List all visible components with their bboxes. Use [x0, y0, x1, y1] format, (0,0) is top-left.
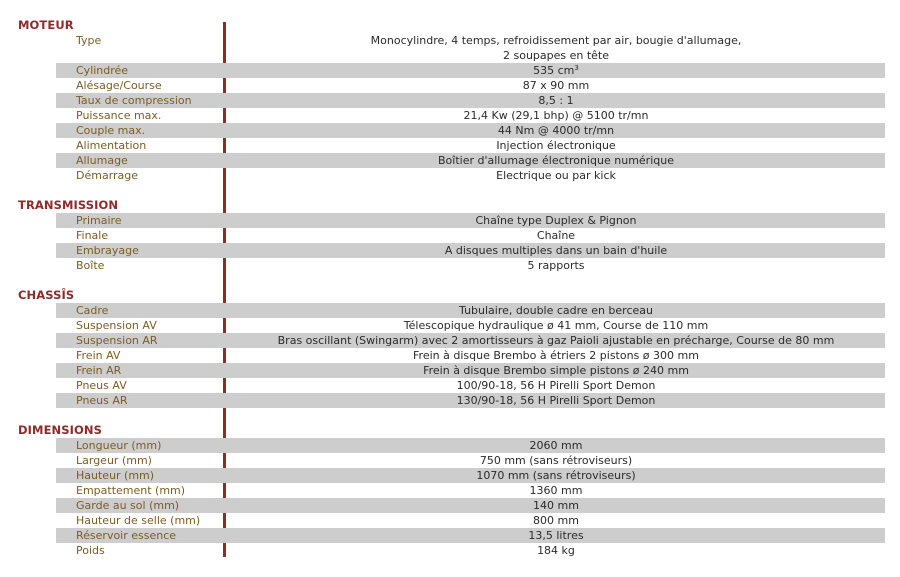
- spec-row: [56, 63, 885, 78]
- spec-label: Couple max.: [76, 124, 146, 137]
- spec-value-text: Chaîne type Duplex & Pignon: [475, 214, 637, 227]
- spec-value-text: 750 mm (sans rétroviseurs): [479, 454, 633, 467]
- spec-value: [226, 243, 886, 258]
- spec-value-text: 21,4 Kw (29,1 bhp) @ 5100 tr/mn: [463, 109, 649, 122]
- spec-value: [226, 528, 886, 543]
- spec-row: [56, 393, 885, 408]
- spec-value-text: Télescopique hydraulique ø 41 mm, Course de 110 mm: [403, 319, 709, 332]
- spec-label: Suspension AV: [76, 319, 157, 332]
- spec-value-text: 130/90-18, 56 H Pirelli Sport Demon: [456, 394, 656, 407]
- spec-label: Largeur (mm): [76, 454, 152, 467]
- spec-value-text: Boîtier d'allumage électronique numérique: [438, 154, 674, 167]
- spec-label: Cadre: [76, 304, 109, 317]
- spec-value: [226, 138, 886, 153]
- section-title-chassîs: CHASSÎS: [18, 288, 75, 302]
- spec-value-text: Frein à disque Brembo simple pistons ø 240 mm: [423, 364, 689, 377]
- spec-value: [226, 153, 886, 168]
- spec-row: [56, 543, 885, 558]
- spec-label: Hauteur (mm): [76, 469, 155, 482]
- section-title-moteur: MOTEUR: [18, 18, 74, 32]
- spec-row: [56, 78, 885, 93]
- spec-row: [56, 93, 885, 108]
- spec-label: Garde au sol (mm): [76, 499, 180, 512]
- spec-value: [226, 123, 886, 138]
- spec-label: Taux de compression: [76, 94, 192, 107]
- spec-row: [56, 498, 885, 513]
- spec-row: [56, 33, 885, 63]
- spec-label: Alésage/Course: [76, 79, 162, 92]
- spec-row: [56, 168, 885, 183]
- spec-label: Allumage: [76, 154, 128, 167]
- spec-value: [226, 543, 886, 558]
- spec-value-text: 1070 mm (sans rétroviseurs): [476, 469, 636, 482]
- spec-label: Démarrage: [76, 169, 139, 182]
- spec-label: Type: [76, 34, 102, 47]
- spec-label: Boîte: [76, 259, 105, 272]
- spec-value-text: 8,5 : 1: [538, 94, 574, 107]
- spec-row: [56, 483, 885, 498]
- spec-value: [226, 453, 886, 468]
- spec-value: [226, 93, 886, 108]
- spec-value-superscript: 3: [574, 64, 579, 72]
- spec-label: Frein AV: [76, 349, 121, 362]
- spec-label: Frein AR: [76, 364, 122, 377]
- spec-value-text: 87 x 90 mm: [522, 79, 590, 92]
- spec-row: [56, 363, 885, 378]
- spec-row: [56, 303, 885, 318]
- spec-label: Primaire: [76, 214, 122, 227]
- spec-value: [226, 438, 886, 453]
- spec-label: Cylindrée: [76, 64, 129, 77]
- spec-label: Empattement (mm): [76, 484, 186, 497]
- spec-value-text: 800 mm: [533, 514, 579, 527]
- spec-row: [56, 333, 885, 348]
- spec-value: [226, 393, 886, 408]
- spec-row: [56, 318, 885, 333]
- spec-value-line1: Monocylindre, 4 temps, refroidissement par air, bougie d'allumage,: [370, 34, 742, 47]
- spec-value: [226, 33, 886, 63]
- spec-value-text: 140 mm: [533, 499, 579, 512]
- spec-row: [56, 453, 885, 468]
- spec-value: [226, 468, 886, 483]
- spec-row: [56, 513, 885, 528]
- spec-value: [226, 78, 886, 93]
- spec-value-text: 184 kg: [537, 544, 575, 557]
- spec-value: [226, 258, 886, 273]
- spec-value-text: Bras oscillant (Swingarm) avec 2 amortisseurs à gaz Paioli ajustable en précharge, Course de 80 mm: [277, 334, 835, 347]
- spec-row: [56, 153, 885, 168]
- spec-row: [56, 213, 885, 228]
- section-title-dimensions: DIMENSIONS: [18, 423, 102, 437]
- spec-value: [226, 303, 886, 318]
- spec-label: Poids: [76, 544, 105, 557]
- spec-value: [226, 318, 886, 333]
- spec-label: Pneus AR: [76, 394, 128, 407]
- spec-value: [226, 108, 886, 123]
- spec-value-text: 535 cm: [533, 64, 575, 77]
- spec-value-text: Chaîne: [536, 229, 576, 242]
- spec-value-text: Injection électronique: [496, 139, 616, 152]
- spec-row: [56, 378, 885, 393]
- spec-label: Longueur (mm): [76, 439, 162, 452]
- spec-row: [56, 138, 885, 153]
- spec-value-text: Frein à disque Brembo à étriers 2 pistons ø 300 mm: [413, 349, 699, 362]
- spec-row: [56, 528, 885, 543]
- spec-row: [56, 228, 885, 243]
- spec-row: [56, 468, 885, 483]
- spec-value: [226, 363, 886, 378]
- spec-label: Puissance max.: [76, 109, 162, 122]
- spec-row: [56, 243, 885, 258]
- spec-label: Embrayage: [76, 244, 139, 257]
- spec-value: [226, 228, 886, 243]
- spec-row: [56, 108, 885, 123]
- spec-value-line2: 2 soupapes en tête: [502, 49, 610, 62]
- spec-value-text: Tubulaire, double cadre en berceau: [459, 304, 653, 317]
- spec-value: [226, 378, 886, 393]
- spec-value: [226, 498, 886, 513]
- spec-value-text: 1360 mm: [529, 484, 583, 497]
- spec-row: [56, 348, 885, 363]
- spec-value-text: 5 rapports: [527, 259, 585, 272]
- spec-label: Réservoir essence: [76, 529, 177, 542]
- spec-row: [56, 438, 885, 453]
- section-title-transmission: TRANSMISSION: [18, 198, 119, 212]
- spec-label: Hauteur de selle (mm): [76, 514, 201, 527]
- spec-value-text: 100/90-18, 56 H Pirelli Sport Demon: [456, 379, 656, 392]
- spec-value: [226, 168, 886, 183]
- spec-value: [226, 483, 886, 498]
- spec-value: [226, 63, 886, 78]
- spec-value: [226, 333, 886, 348]
- spec-value-text: Electrique ou par kick: [496, 169, 616, 182]
- spec-value-text: 44 Nm @ 4000 tr/mn: [497, 124, 615, 137]
- spec-value: [226, 348, 886, 363]
- spec-row: [56, 123, 885, 138]
- spec-label: Pneus AV: [76, 379, 127, 392]
- spec-value: [226, 513, 886, 528]
- spec-label: Alimentation: [76, 139, 147, 152]
- spec-label: Finale: [76, 229, 109, 242]
- spec-value-text: 2060 mm: [529, 439, 583, 452]
- spec-row: [56, 258, 885, 273]
- spec-value-text: 13,5 litres: [528, 529, 584, 542]
- spec-label: Suspension AR: [76, 334, 158, 347]
- spec-value: [226, 213, 886, 228]
- spec-value-text: A disques multiples dans un bain d'huile: [444, 244, 668, 257]
